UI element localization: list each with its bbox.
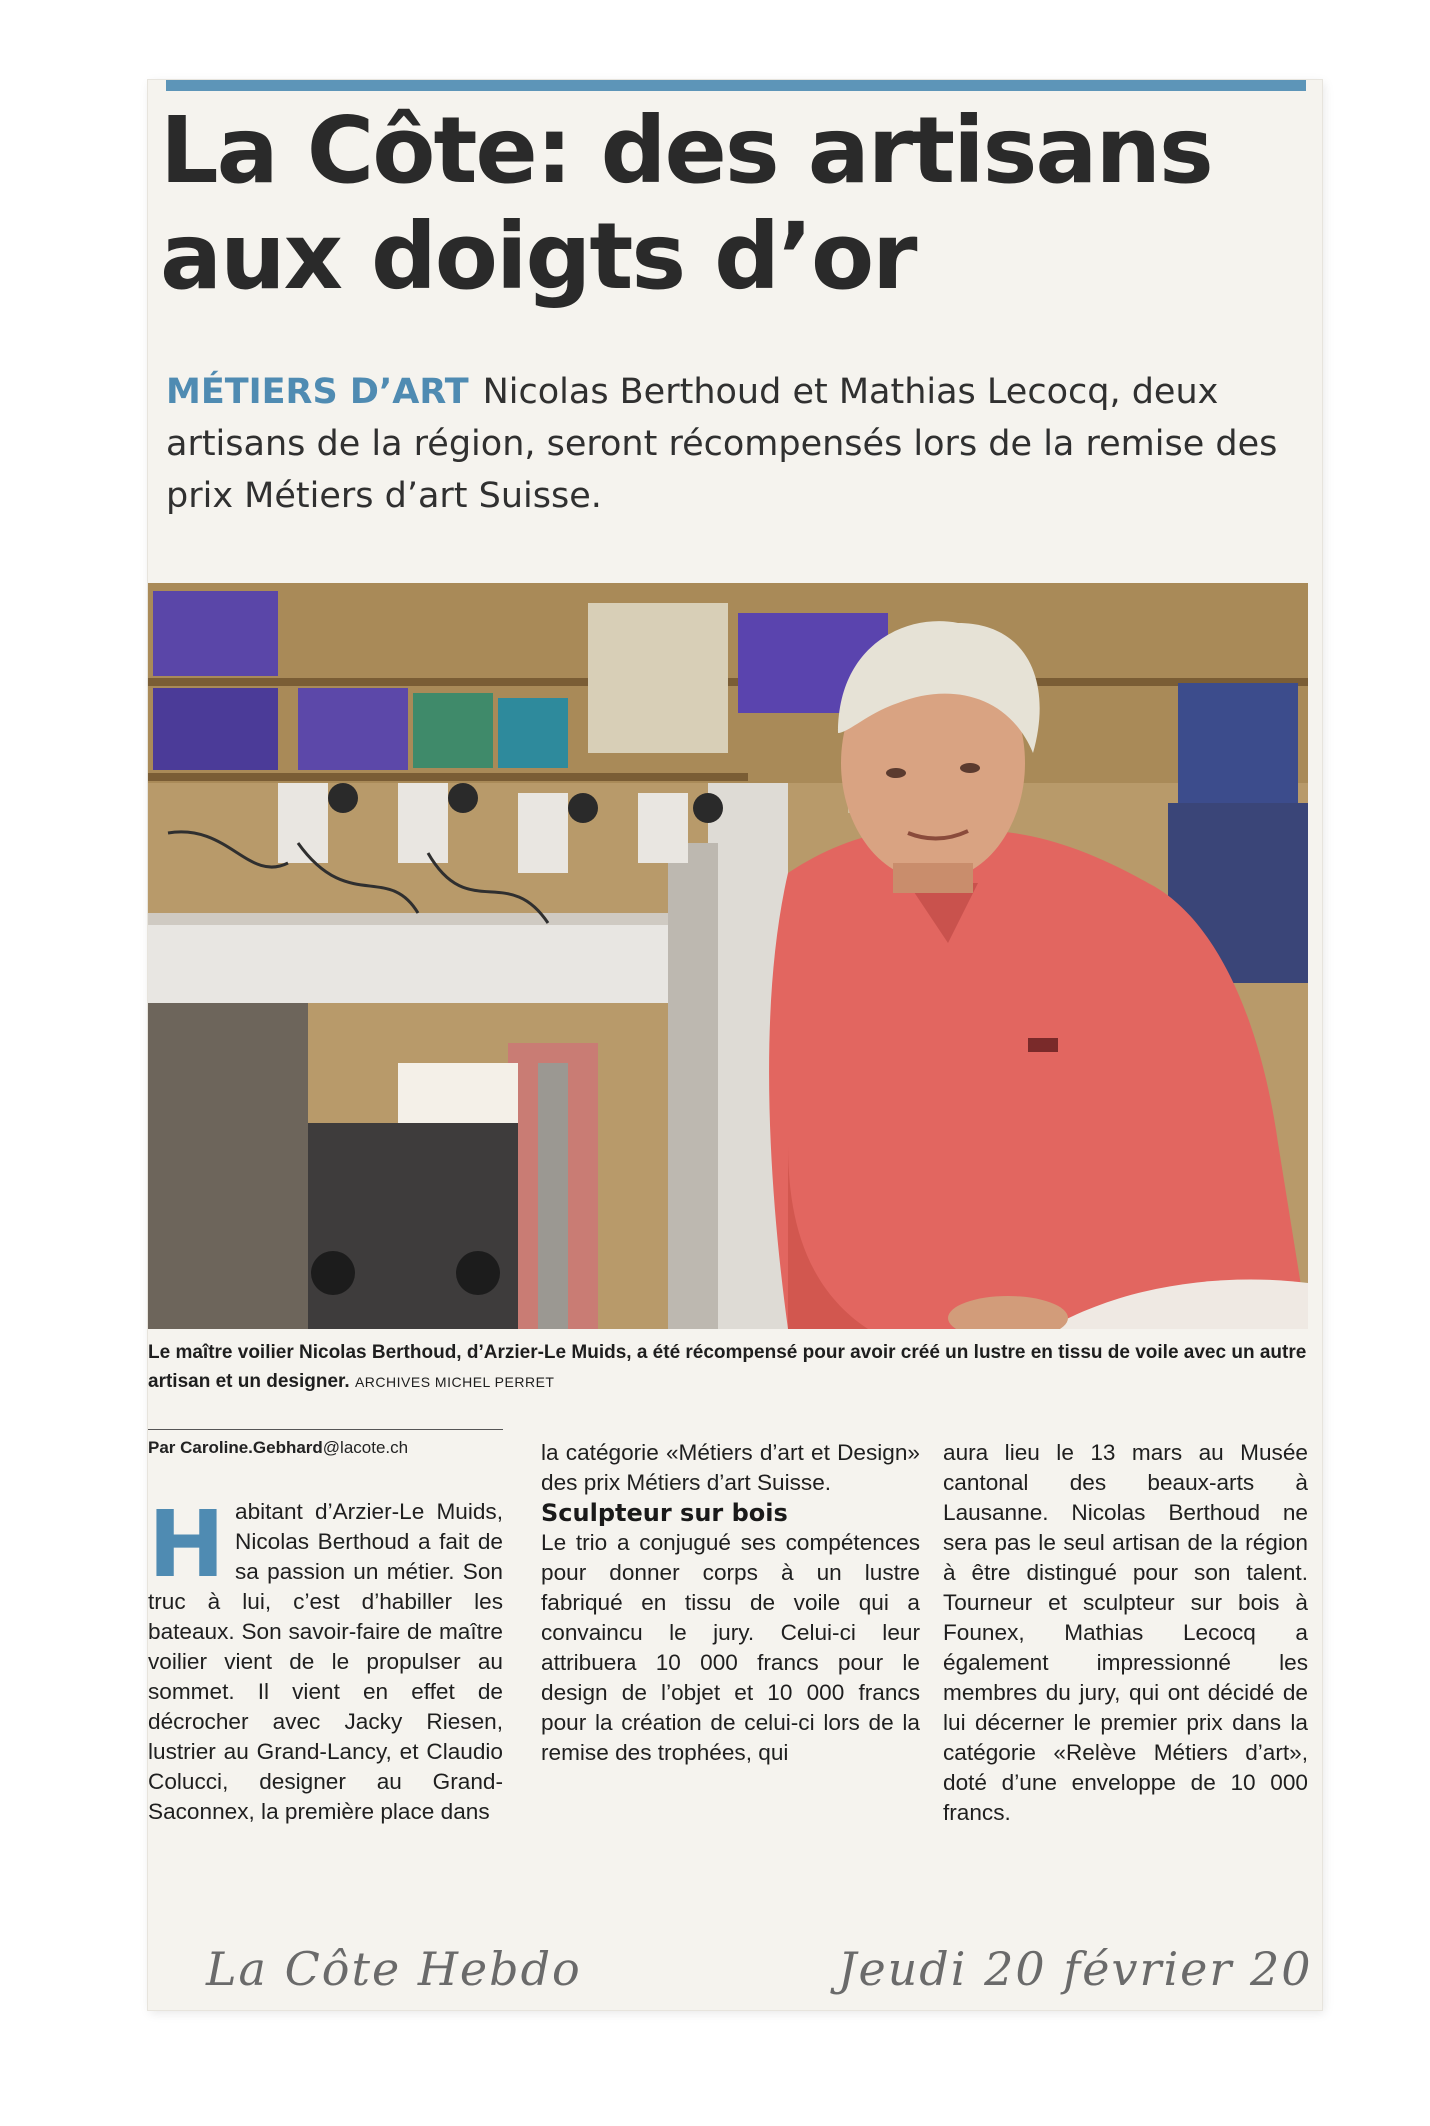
byline-name: Caroline.Gebhard: [180, 1438, 323, 1457]
article-column-2: [541, 1438, 920, 1768]
byline-rule: [148, 1429, 503, 1430]
top-color-bar: [166, 80, 1306, 91]
column-3-text: aura lieu le 13 mars au Musée cantonal des beaux-arts à Lausanne. Nicolas Berthoud ne sera pas le seul artisan de la région à être distingué pour son talent. Tourneur et sculpteur sur bois à Founex, Mathias Lecocq a également impressionné les membres du jury, qui ont décidé de lui décerner le premier prix dans la catégorie «Relève Métiers d’art», doté d’une enveloppe de 10 000 francs.: [943, 1440, 1308, 1825]
article-column-3: [943, 1438, 1308, 1828]
handwritten-date: Jeudi 20 février 20: [838, 1942, 1313, 1996]
headline: La Côte: des artisans aux doigts d’or: [160, 97, 1212, 310]
kicker: MÉTIERS D’ART: [166, 372, 469, 412]
byline-domain: @lacote.ch: [322, 1438, 409, 1457]
newspaper-clipping: [148, 80, 1322, 2010]
handwritten-source: La Côte Hebdo: [206, 1942, 582, 1996]
article-photo: [148, 583, 1308, 1329]
subheading: Sculpteur sur bois: [541, 1499, 788, 1527]
column-1-text: abitant d’Arzier-Le Muids, Nicolas Berthoud a fait de sa passion un métier. Son truc à lui, c’est d’habiller les bateaux. Son savoir-faire de maître voilier vient de le propulser au sommet. Il vient en effet de décrocher avec Jacky Riesen, lustrier au Grand-Lancy, et Claudio Colucci, designer au Grand-Saconnex, la première place dans: [148, 1499, 503, 1824]
photo-caption: [148, 1338, 1314, 1397]
lead-paragraph: [166, 366, 1316, 522]
lead-text: Nicolas Berthoud et Mathias Lecocq, deux artisans de la région, seront récompensés lors de la remise des prix Métiers d’art Suisse.: [166, 372, 1278, 516]
byline-prefix: Par: [148, 1438, 176, 1457]
caption-text: Le maître voilier Nicolas Berthoud, d’Arzier-Le Muids, a été récompensé pour avoir créé un lustre en tissu de voile avec un autre artisan et un designer.: [148, 1342, 1307, 1392]
column-2-text-a: la catégorie «Métiers d’art et Design» des prix Métiers d’art Suisse.: [541, 1440, 920, 1495]
column-2-text-b: Le trio a conjugué ses compétences pour donner corps à un lustre fabriqué en tissu de voile qui a convaincu le jury. Celui-ci leur attribuera 10 000 francs pour le design de l’objet et 10 000 francs pour la création de celui-ci lors de la remise des trophées, qui: [541, 1530, 920, 1765]
photo-credit: ARCHIVES MICHEL PERRET: [354, 1374, 555, 1390]
byline: [148, 1438, 408, 1458]
drop-cap: H: [148, 1491, 225, 1598]
article-column-1: [148, 1491, 503, 1827]
